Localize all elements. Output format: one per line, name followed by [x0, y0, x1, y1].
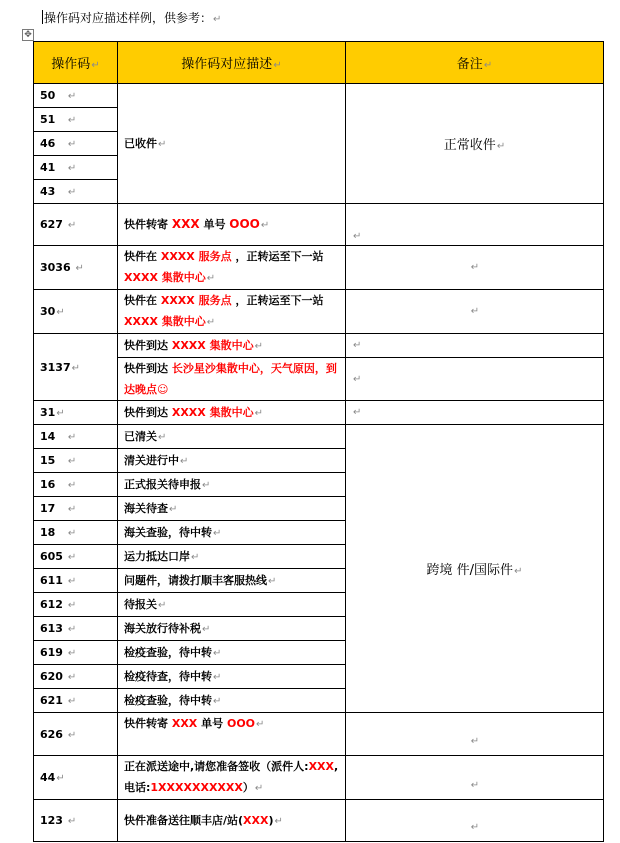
code-cell: 30↵	[34, 290, 118, 334]
table-row	[34, 358, 604, 401]
table-row	[34, 800, 604, 842]
code-cell: 627 ↵	[34, 204, 118, 246]
description-cell: 已收件↵	[118, 84, 346, 204]
code-cell: 18 ↵	[34, 521, 118, 545]
code-cell: 46 ↵	[34, 132, 118, 156]
description-cell: 快件到达 长沙星沙集散中心，天气原因，到达晚点☺	[118, 358, 346, 401]
note-cell: ↵	[346, 204, 604, 246]
table-row	[34, 204, 604, 246]
intro-text: 操作码对应描述样例，供参考：	[44, 11, 213, 25]
code-cell: 44↵	[34, 756, 118, 800]
code-cell: 621 ↵	[34, 689, 118, 713]
note-cell: ↵	[346, 401, 604, 425]
description-cell: 海关查验，待中转↵	[118, 521, 346, 545]
paragraph-mark-icon: ↵	[213, 14, 222, 25]
table-row	[34, 756, 604, 800]
code-cell: 611 ↵	[34, 569, 118, 593]
note-cell: ↵	[346, 246, 604, 290]
code-cell: 15 ↵	[34, 449, 118, 473]
header-description: 操作码对应描述↵	[118, 42, 346, 84]
table-row	[34, 290, 604, 334]
code-cell: 626 ↵	[34, 713, 118, 756]
description-cell: 快件转寄 XXX 单号 OOO↵	[118, 204, 346, 246]
table-row	[34, 334, 604, 358]
description-cell: 清关进行中↵	[118, 449, 346, 473]
description-cell: 检疫查验，待中转↵	[118, 641, 346, 665]
note-cell: ↵	[346, 713, 604, 756]
description-cell: 快件到达 XXXX 集散中心↵	[118, 401, 346, 425]
description-cell: 正式报关待申报↵	[118, 473, 346, 497]
description-cell: 运力抵达口岸↵	[118, 545, 346, 569]
intro-paragraph	[42, 10, 221, 28]
table-row	[34, 246, 604, 290]
text-cursor	[42, 10, 43, 24]
header-code: 操作码↵	[34, 42, 118, 84]
code-cell: 123 ↵	[34, 800, 118, 842]
table-row	[34, 713, 604, 756]
note-cell: ↵	[346, 800, 604, 842]
note-cell: 跨境 件/国际件↵	[346, 425, 604, 713]
code-cell: 50 ↵	[34, 84, 118, 108]
description-cell: 快件到达 XXXX 集散中心↵	[118, 334, 346, 358]
code-cell: 43 ↵	[34, 180, 118, 204]
table-move-handle-icon[interactable]: ✥	[22, 29, 34, 41]
note-cell: ↵	[346, 756, 604, 800]
description-cell: 快件转寄 XXX 单号 OOO↵	[118, 713, 346, 756]
description-cell: 快件在 XXXX 服务点 ，正转运至下一站 XXXX 集散中心↵	[118, 246, 346, 290]
description-cell: 海关待查↵	[118, 497, 346, 521]
description-cell: 快件准备送往顺丰店/站(XXX)↵	[118, 800, 346, 842]
header-note: 备注↵	[346, 42, 604, 84]
description-cell: 快件在 XXXX 服务点 ，正转运至下一站 XXXX 集散中心↵	[118, 290, 346, 334]
code-cell: 31↵	[34, 401, 118, 425]
description-cell: 正在派送途中,请您准备签收（派件人:XXX,电话:1XXXXXXXXXX）↵	[118, 756, 346, 800]
description-cell: 待报关↵	[118, 593, 346, 617]
code-cell: 41 ↵	[34, 156, 118, 180]
code-cell: 619 ↵	[34, 641, 118, 665]
opcode-table	[33, 41, 604, 842]
code-cell: 620 ↵	[34, 665, 118, 689]
code-cell: 51 ↵	[34, 108, 118, 132]
table-row	[34, 425, 604, 449]
code-cell: 3036 ↵	[34, 246, 118, 290]
note-cell: ↵	[346, 290, 604, 334]
code-cell: 14 ↵	[34, 425, 118, 449]
note-cell: ↵	[346, 334, 604, 358]
table-row	[34, 401, 604, 425]
description-cell: 已清关↵	[118, 425, 346, 449]
description-cell: 问题件，请拨打顺丰客服热线↵	[118, 569, 346, 593]
code-cell: 17 ↵	[34, 497, 118, 521]
code-cell: 612 ↵	[34, 593, 118, 617]
code-cell: 613 ↵	[34, 617, 118, 641]
note-cell: ↵	[346, 358, 604, 401]
note-cell: 正常收件↵	[346, 84, 604, 204]
code-cell: 16 ↵	[34, 473, 118, 497]
code-cell: 605 ↵	[34, 545, 118, 569]
description-cell: 检疫查验，待中转↵	[118, 689, 346, 713]
description-cell: 海关放行待补税↵	[118, 617, 346, 641]
description-cell: 检疫待查，待中转↵	[118, 665, 346, 689]
code-cell: 3137↵	[34, 334, 118, 401]
table-row	[34, 84, 604, 108]
header-row	[34, 42, 604, 84]
